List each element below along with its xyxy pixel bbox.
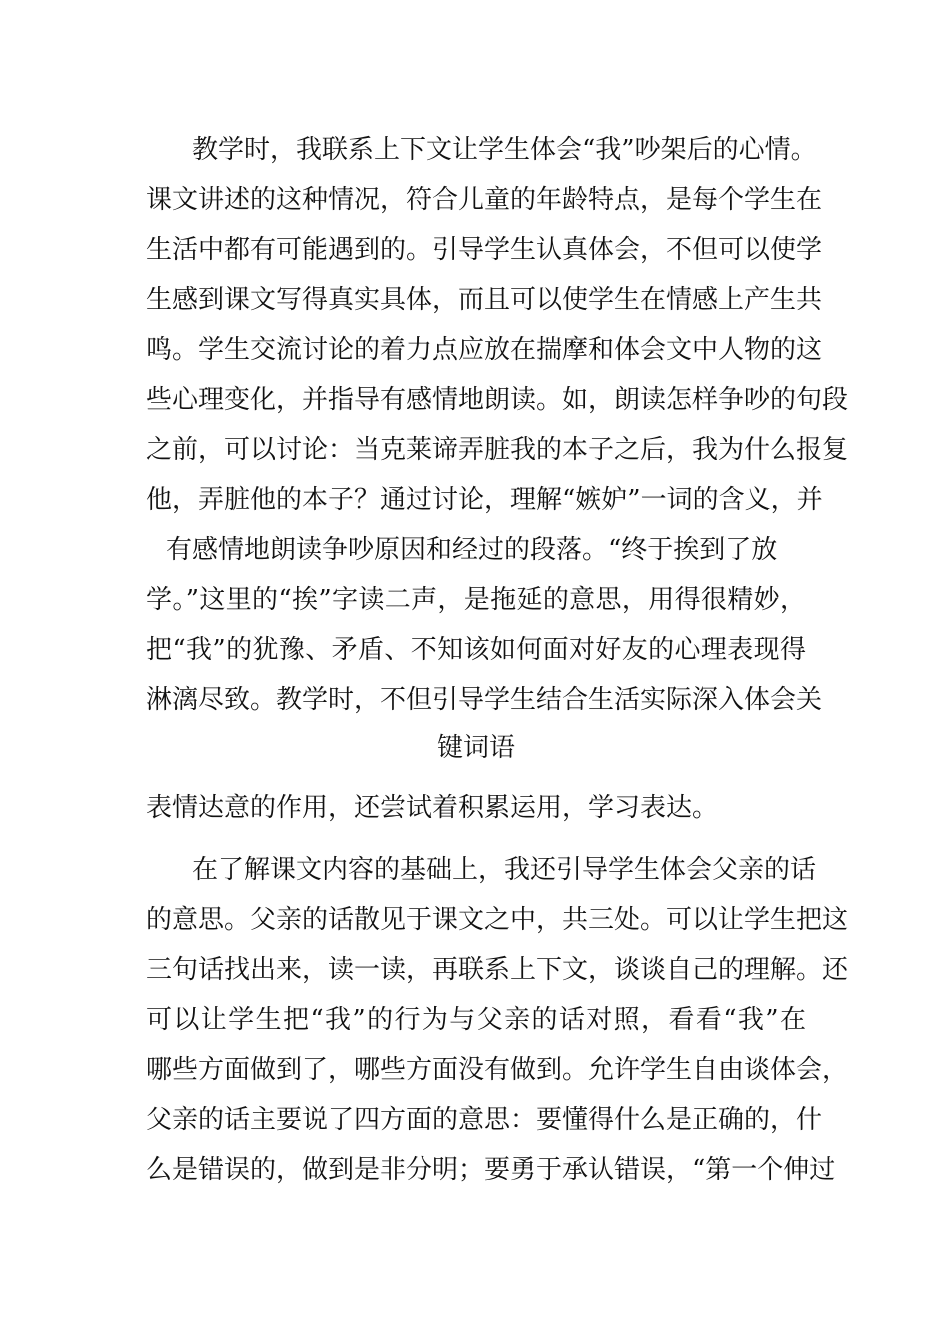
text-line: 淋漓尽致。教学时，不但引导学生结合生活实际深入体会关 xyxy=(146,685,823,715)
text-line: 有感情地朗读争吵原因和经过的段落。“终于挨到了放 xyxy=(166,535,778,565)
text-line: 他，弄脏他的本子？通过讨论，理解“嫉妒”一词的含义，并 xyxy=(146,485,823,515)
text-line: 键词语 xyxy=(436,733,515,763)
text-line: 些心理变化，并指导有感情地朗读。如，朗读怎样争吵的句段 xyxy=(146,385,849,415)
text-line: 表情达意的作用，还尝试着积累运用，学习表达。 xyxy=(146,793,719,823)
text-line: 生活中都有可能遇到的。引导学生认真体会，不但可以使学 xyxy=(146,235,823,265)
text-line: 可以让学生把“我”的行为与父亲的话对照，看看“我”在 xyxy=(146,1005,806,1035)
text-line: 的意思。父亲的话散见于课文之中，共三处。可以让学生把这 xyxy=(146,905,849,935)
text-line: 生感到课文写得真实具体，而且可以使学生在情感上产生共 xyxy=(146,285,823,315)
text-line: 之前，可以讨论：当克莱谛弄脏我的本子之后，我为什么报复 xyxy=(146,435,849,465)
text-line: 三句话找出来，读一读，再联系上下文，谈谈自己的理解。还 xyxy=(146,955,849,985)
text-line: 学。”这里的“挨”字读二声，是拖延的意思，用得很精妙， xyxy=(146,585,806,615)
text-line: 父亲的话主要说了四方面的意思：要懂得什么是正确的，什 xyxy=(146,1105,823,1135)
text-line: 哪些方面做到了，哪些方面没有做到。允许学生自由谈体会， xyxy=(146,1055,849,1085)
text-line: 教学时，我联系上下文让学生体会“我”吵架后的心情。 xyxy=(192,135,817,165)
text-line: 鸣。学生交流讨论的着力点应放在揣摩和体会文中人物的这 xyxy=(146,335,823,365)
text-line: 在了解课文内容的基础上，我还引导学生体会父亲的话 xyxy=(192,855,817,885)
text-line: 么是错误的，做到是非分明；要勇于承认错误，“第一个伸过 xyxy=(146,1155,836,1185)
text-line: 课文讲述的这种情况，符合儿童的年龄特点，是每个学生在 xyxy=(146,185,823,215)
text-line: 把“我”的犹豫、矛盾、不知该如何面对好友的心理表现得 xyxy=(146,635,806,665)
